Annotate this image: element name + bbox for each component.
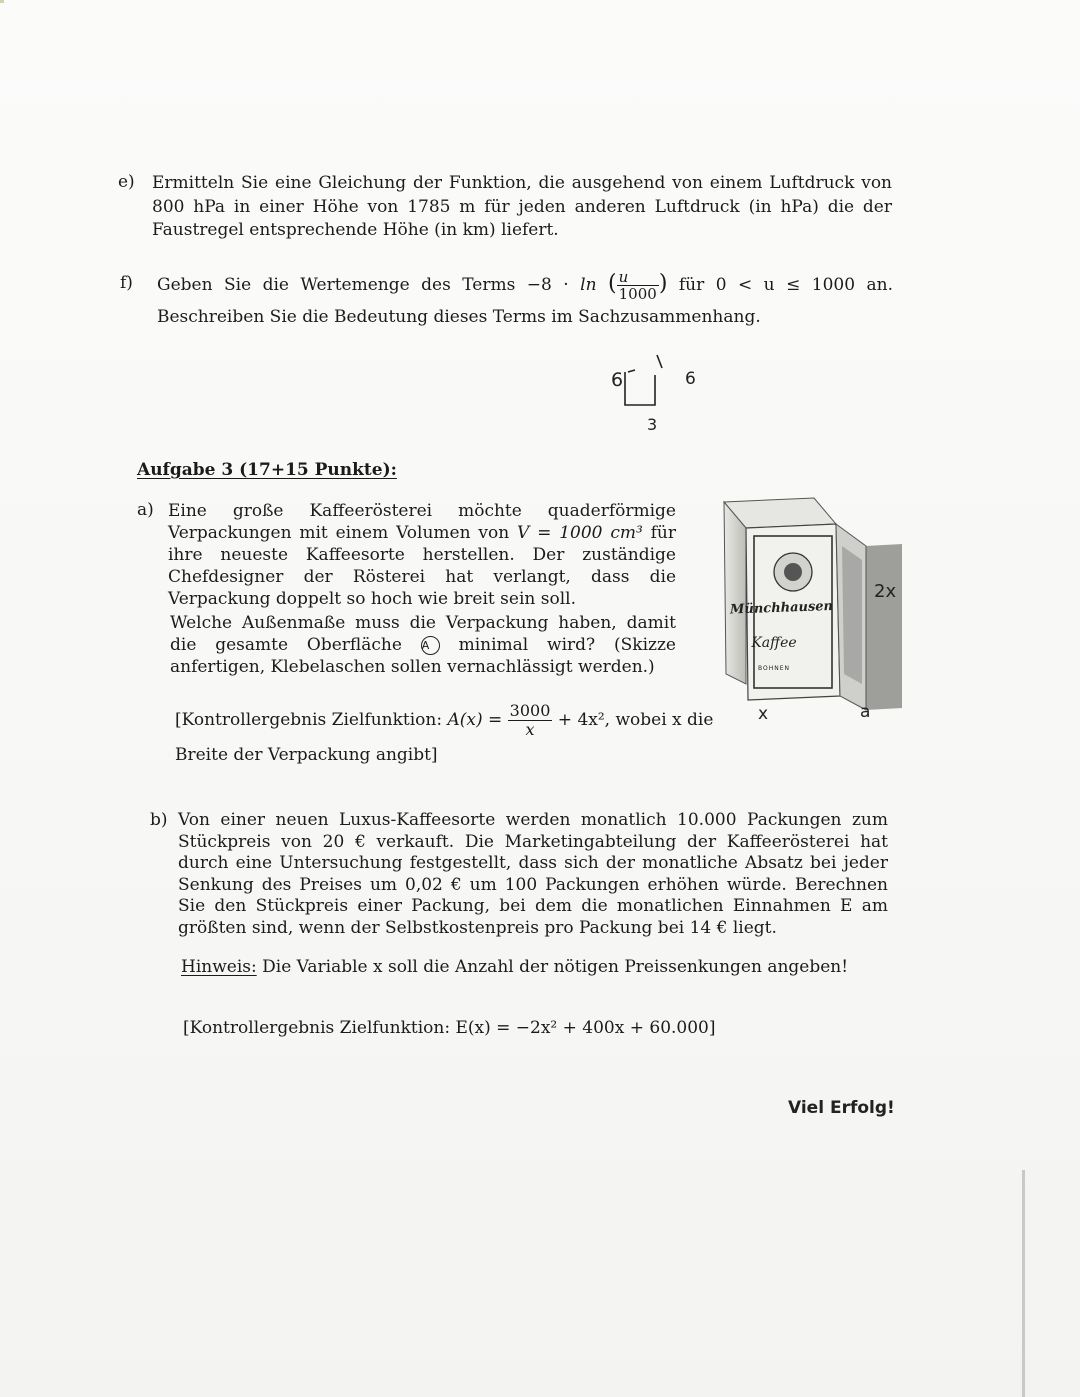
tin-emblem-center xyxy=(784,563,802,581)
sketch-right-label: 6 xyxy=(685,369,696,389)
ln-symbol: ln xyxy=(580,275,597,295)
kontroll-function: A(x) = xyxy=(447,710,508,730)
page-edge-line xyxy=(1022,1170,1025,1397)
task-3b-marker: b) xyxy=(150,810,168,830)
circled-a-mark: A xyxy=(421,636,440,655)
tin-brand: Münchhausen xyxy=(729,598,834,618)
volume-formula: V = 1000 cm³ xyxy=(517,523,643,543)
task-e-marker: e) xyxy=(118,172,135,192)
task-3a-text-3: Welche Außenmaße muss die Verpackung haben, damit die gesamte Oberfläche xyxy=(170,613,676,655)
sketch-top-left xyxy=(628,370,635,372)
task-f-marker: f) xyxy=(120,273,133,293)
tin-height-label: 2x xyxy=(874,581,897,602)
kontroll-numerator: 3000 xyxy=(509,701,551,720)
tin-sub2: BOHNEN xyxy=(757,665,790,672)
tin-left-side xyxy=(724,502,746,684)
paren-open: ( xyxy=(608,271,617,296)
sketch-left-label: 6 xyxy=(611,369,624,391)
tin-width-label: x xyxy=(758,704,769,724)
task-3a-text-4: minimal wird? (Skizze anfertigen, Klebelaschen sollen vernachlässigt werden.) xyxy=(170,635,676,677)
task-3a-question xyxy=(170,612,676,678)
task-3b-hint xyxy=(181,957,848,977)
task-f-text-before: Geben Sie die Wertemenge des Terms −8 · xyxy=(157,275,581,295)
kontroll-denominator: x xyxy=(525,720,535,739)
task-3a-kontroll-line-1 xyxy=(175,702,713,739)
task-f-text-after: für 0 < u ≤ 1000 an. Beschreiben Sie die Bedeutung dieses Terms im Sachzusammenhang. xyxy=(157,275,894,327)
kontroll-rest: + 4x², wobei x die xyxy=(552,710,714,730)
sketch-top-right xyxy=(657,355,662,368)
task-3b-kontroll: [Kontrollergebnis Zielfunktion: E(x) = −2x² + 400x + 60.000] xyxy=(183,1018,716,1038)
sketch-box xyxy=(625,372,655,405)
fraction-numerator: u xyxy=(617,269,659,286)
fraction-u-1000 xyxy=(617,269,659,302)
paren-close: ) xyxy=(658,271,668,296)
hint-label: Hinweis: xyxy=(181,957,257,977)
task-3a-marker: a) xyxy=(137,500,154,520)
aufgabe-3-heading: Aufgabe 3 (17+15 Punkte): xyxy=(137,460,397,480)
closing-wish: Viel Erfolg! xyxy=(788,1098,895,1118)
task-f-text xyxy=(157,268,893,333)
corner-mark xyxy=(0,0,4,3)
hint-text: Die Variable x soll die Anzahl der nötigen Preissenkungen angeben! xyxy=(256,957,849,977)
tin-subtitle: Kaffee xyxy=(751,635,797,651)
task-e-text: Ermitteln Sie eine Gleichung der Funktion, die ausgehend von einem Luftdruck von 800 hPa in einer Höhe von 1785 m für jeden anderen Luftdruck (in hPa) die der Faustregel entsprechende Höhe (in km) liefert. xyxy=(152,173,892,240)
tin-shadow xyxy=(866,544,902,710)
task-3b-text: Von einer neuen Luxus-Kaffeesorte werden monatlich 10.000 Packungen zum Stückpreis von 20 € verkauft. Die Marketingabteilung der Kaffeerösterei hat durch eine Untersuchung festgestellt, dass sich der monatliche Absatz bei jeder Senkung des Preises um 0,02 € um 100 Packungen erhöhen würde. Berechnen Sie den Stückpreis einer Packung, bei dem die monatlichen Einnahmen E am größten sind, wenn der Selbstkostenpreis pro Packung bei 14 € liegt. xyxy=(178,810,888,938)
kontroll-fraction xyxy=(508,702,553,739)
task-3a-text-1: Eine große Kaffeerösterei möchte quaderförmige Verpackungen mit einem Volumen von xyxy=(168,501,676,543)
task-3a-text-2: für ihre neueste Kaffeesorte herstellen. Der zuständige Chefdesigner der Rösterei hat verlangt, dass die Verpackung doppelt so hoch wie breit sein soll. xyxy=(168,523,676,609)
fraction-denominator: 1000 xyxy=(618,285,657,303)
tin-side-artwork xyxy=(842,546,862,684)
task-3a-kontroll-line-2: Breite der Verpackung angibt] xyxy=(175,745,438,765)
tin-depth-label: a xyxy=(860,702,871,722)
sketch-bottom-label: 3 xyxy=(647,415,658,434)
task-3a-text xyxy=(168,500,676,610)
kontroll-label: [Kontrollergebnis Zielfunktion: xyxy=(175,710,448,730)
